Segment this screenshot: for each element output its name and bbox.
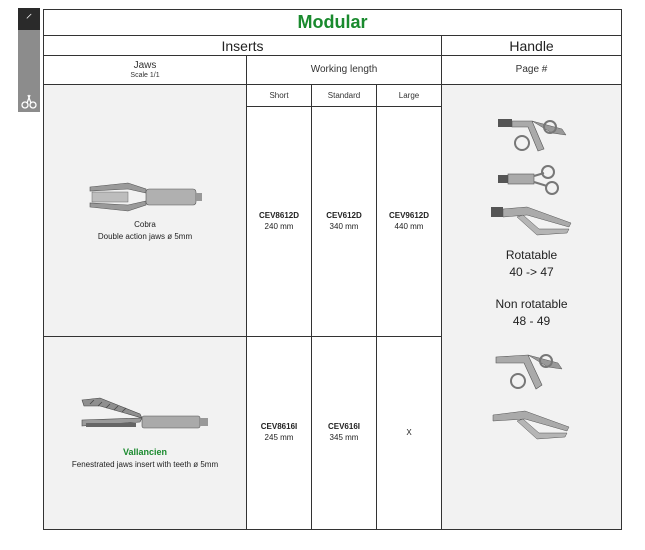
cobra-standard-cell bbox=[312, 107, 377, 337]
cobra-large-cell bbox=[377, 107, 442, 337]
page-header: Page # bbox=[442, 56, 622, 85]
cobra-standard-code: CEV612D bbox=[326, 210, 362, 220]
non-rotatable-handle-image-2 bbox=[489, 405, 575, 445]
vallancien-jaws-cell bbox=[44, 337, 247, 530]
table-title: Modular bbox=[44, 10, 622, 36]
standard-subheader: Standard bbox=[312, 85, 377, 107]
non-rotatable-handle-image-1 bbox=[492, 347, 572, 397]
rotatable-handle-image-2 bbox=[492, 163, 572, 197]
cobra-short-length: 240 mm bbox=[264, 221, 294, 231]
rotatable-info bbox=[442, 247, 621, 282]
vallancien-name: Vallancien bbox=[122, 447, 168, 458]
vallancien-short-length: 245 mm bbox=[264, 433, 294, 442]
non-rotatable-info bbox=[442, 296, 621, 331]
rotatable-pages: 40 -> 47 bbox=[509, 265, 554, 280]
rotatable-label: Rotatable bbox=[505, 248, 558, 262]
working-length-header: Working length bbox=[247, 56, 442, 85]
vallancien-short-code: CEV8616I bbox=[260, 422, 298, 432]
handle-section-header: Handle bbox=[442, 36, 622, 56]
cobra-insert-image bbox=[88, 179, 203, 215]
vallancien-standard-cell bbox=[312, 337, 377, 530]
vallancien-insert-image bbox=[80, 396, 210, 442]
cobra-jaws-cell bbox=[44, 85, 247, 337]
non-rotatable-pages: 48 - 49 bbox=[512, 314, 551, 329]
short-subheader: Short bbox=[247, 85, 312, 107]
cobra-standard-length: 340 mm bbox=[329, 221, 359, 231]
jaws-label: Jaws bbox=[133, 60, 157, 72]
vallancien-standard-length: 345 mm bbox=[329, 433, 359, 442]
cobra-short-cell bbox=[247, 107, 312, 337]
handle-cell bbox=[442, 85, 622, 530]
side-tab bbox=[18, 8, 40, 112]
cobra-large-code: CEV9612D bbox=[388, 210, 430, 220]
inserts-section-header: Inserts bbox=[44, 36, 442, 56]
vallancien-description: Fenestrated jaws insert with teeth ø 5mm bbox=[71, 459, 219, 469]
scale-label: Scale 1/1 bbox=[130, 71, 160, 79]
scissors-icon bbox=[21, 94, 37, 110]
vallancien-large-cell: X bbox=[377, 337, 442, 530]
cobra-name: Cobra bbox=[134, 220, 156, 230]
jaws-header bbox=[44, 56, 247, 85]
rotatable-handle-image-3 bbox=[487, 201, 577, 241]
cobra-short-code: CEV8612D bbox=[258, 210, 300, 220]
rotatable-handle-image-1 bbox=[492, 109, 572, 159]
large-subheader: Large bbox=[377, 85, 442, 107]
cobra-large-length: 440 mm bbox=[394, 221, 424, 231]
vallancien-standard-code: CEV616I bbox=[327, 422, 361, 432]
handle-icon: ⸍ bbox=[18, 8, 40, 30]
cobra-description: Double action jaws ø 5mm bbox=[97, 231, 193, 241]
vallancien-short-cell bbox=[247, 337, 312, 530]
instrument-table bbox=[43, 9, 622, 530]
non-rotatable-label: Non rotatable bbox=[495, 296, 568, 311]
